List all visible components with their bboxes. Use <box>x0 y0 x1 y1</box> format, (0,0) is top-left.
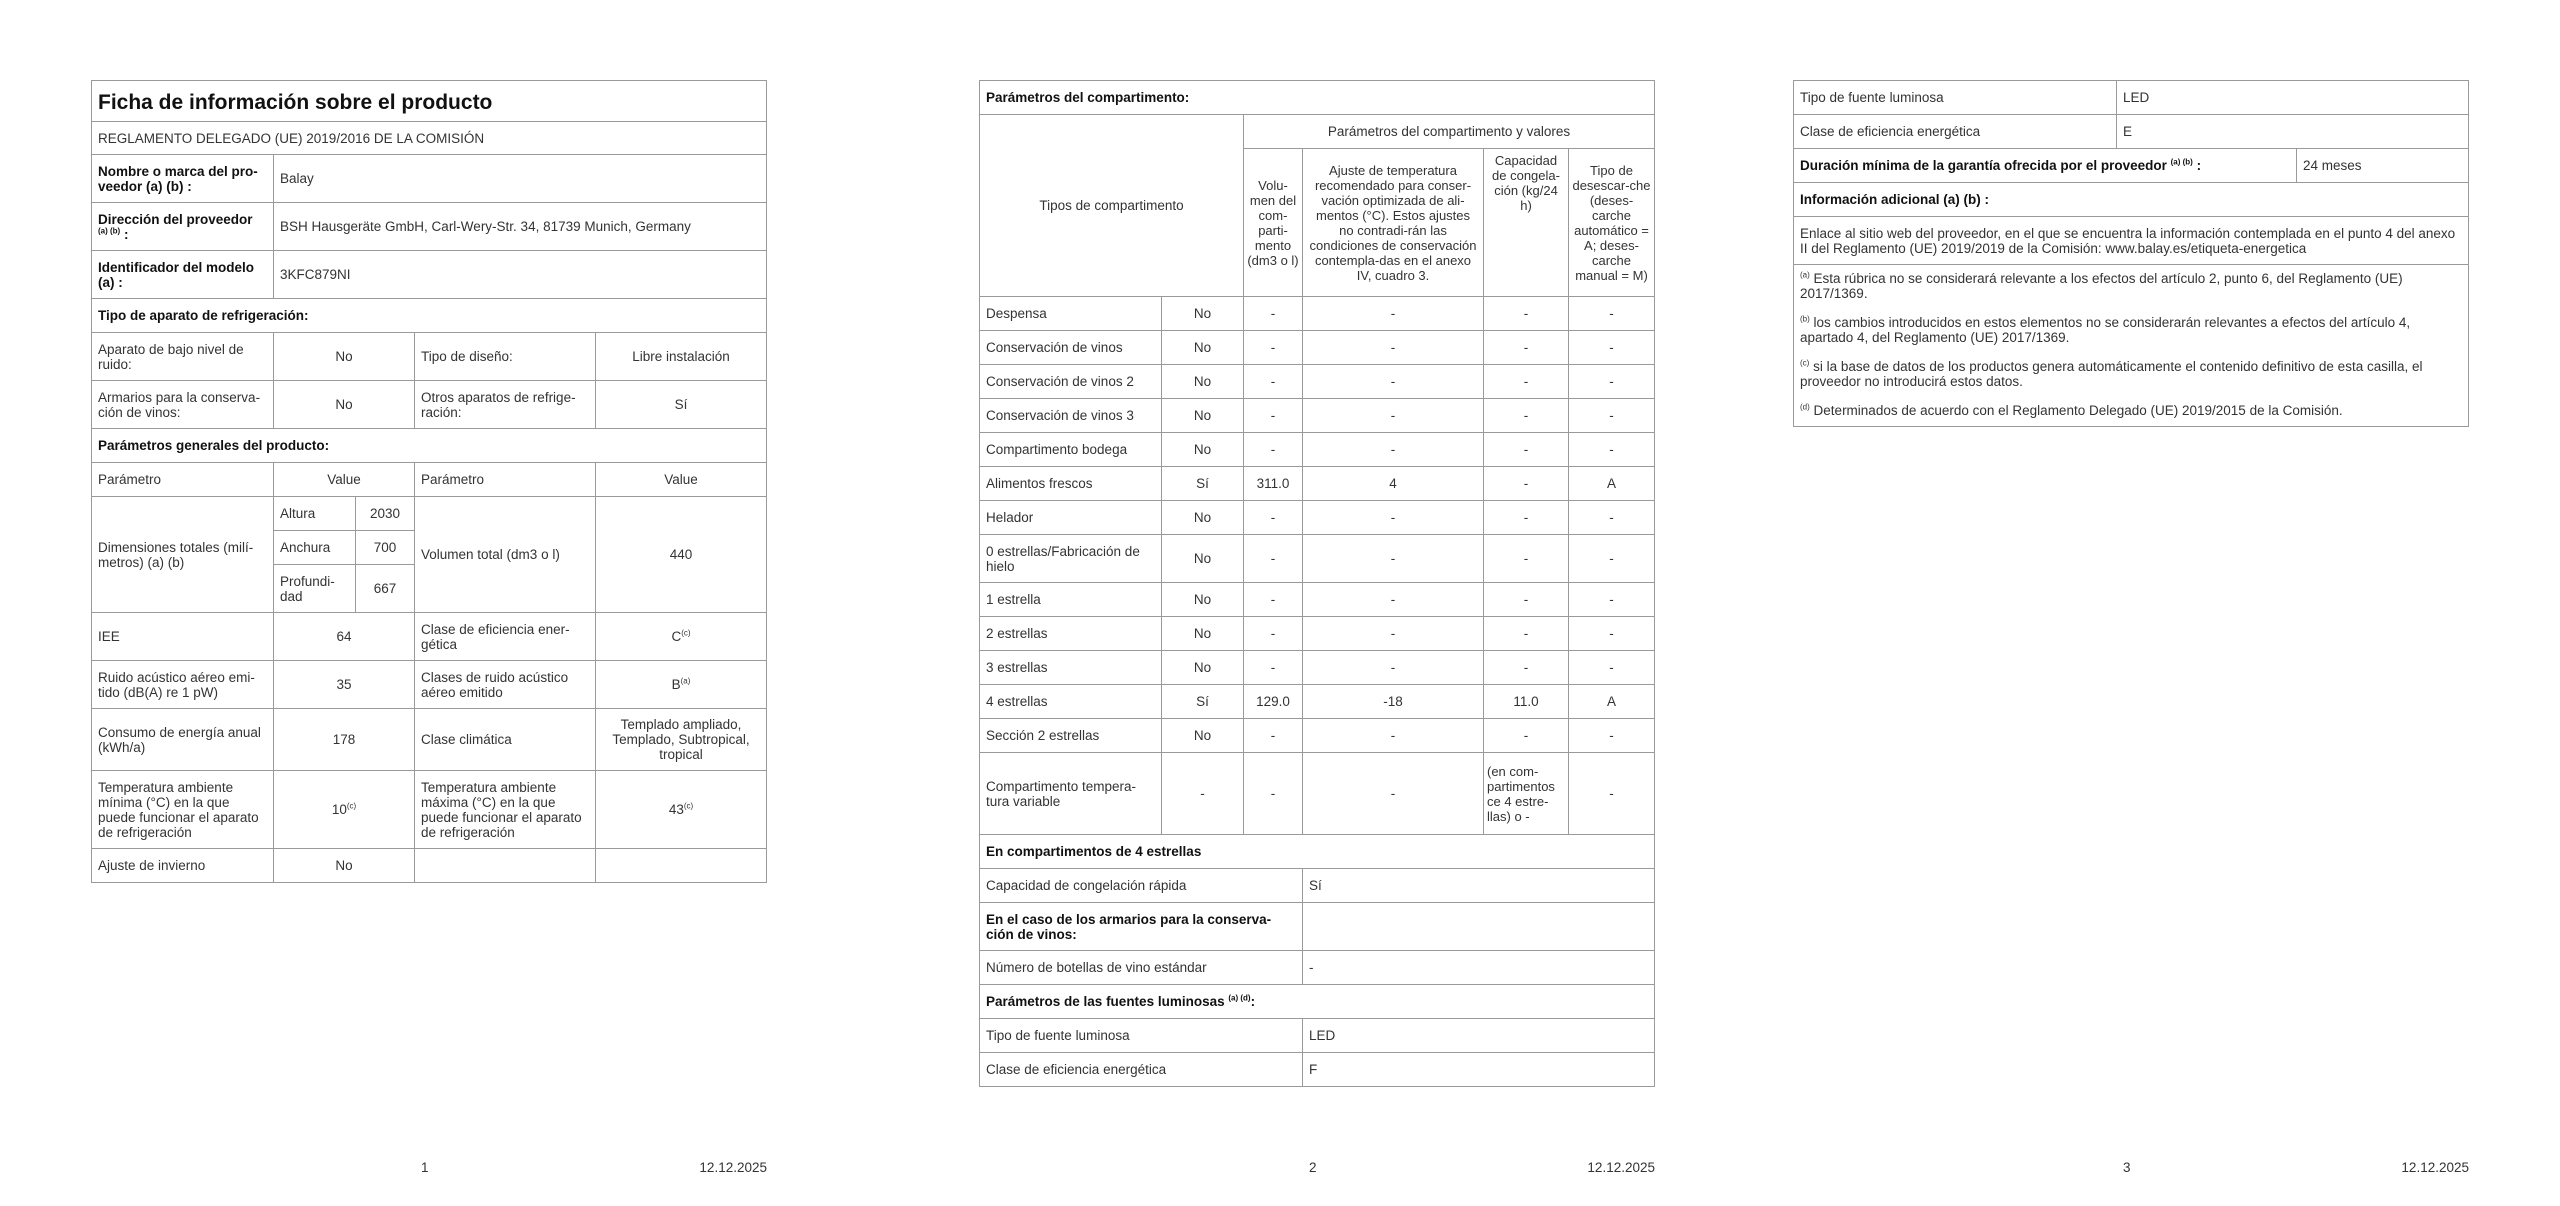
winter-label: Ajuste de invierno <box>92 849 274 883</box>
compartment-name: Conservación de vinos 3 <box>980 399 1162 433</box>
compartment-volume: 129.0 <box>1244 685 1303 719</box>
compartment-defrost: - <box>1569 753 1655 835</box>
compartment-row <box>980 365 1655 399</box>
compartment-defrost: A <box>1569 467 1655 501</box>
light-class-label: Clase de eficiencia energética <box>980 1053 1303 1087</box>
compartment-defrost: - <box>1569 297 1655 331</box>
group-header: Parámetros del compartimento y valores <box>1244 115 1655 149</box>
compartment-volume: - <box>1244 365 1303 399</box>
total-volume-label: Volumen total (dm3 o l) <box>415 497 596 613</box>
light-type-label: Tipo de fuente luminosa <box>980 1019 1303 1053</box>
noise-value: 35 <box>274 661 415 709</box>
compartment-temp: - <box>1303 297 1484 331</box>
energy-class-value: $C^{(c)}$ <box>596 613 767 661</box>
compartment-types-header: Tipos de compartimento <box>980 115 1244 297</box>
compartment-volume: - <box>1244 535 1303 583</box>
wine-heading: En el caso de los armarios para la conserva-ción de vinos: <box>980 903 1303 951</box>
compartment-temp: - <box>1303 535 1484 583</box>
compartment-name: Compartimento tempera-tura variable <box>980 753 1162 835</box>
climate-class-value: Templado ampliado, Templado, Subtropical, tropical <box>596 709 767 771</box>
width-label: Anchura <box>274 531 356 565</box>
compartment-volume: - <box>1244 651 1303 685</box>
compartment-freezing: - <box>1484 467 1569 501</box>
compartment-row <box>980 685 1655 719</box>
compartment-temp: - <box>1303 399 1484 433</box>
compartment-freezing: - <box>1484 617 1569 651</box>
energy-class-label: Clase de eficiencia ener-gética <box>415 613 596 661</box>
compartment-temp: - <box>1303 501 1484 535</box>
height-label: Altura <box>274 497 356 531</box>
compartment-freezing: - <box>1484 433 1569 467</box>
depth-value: 667 <box>356 565 415 613</box>
compartment-volume: - <box>1244 753 1303 835</box>
model-id-value: 3KFC879NI <box>274 251 767 299</box>
col-volume-header: Volu-men del com-parti-mento (dm3 o l) <box>1244 149 1303 297</box>
max-temp-value: 43$^{(c)}$ <box>596 771 767 849</box>
appliance-type-heading: Tipo de aparato de refrigeración: <box>92 299 767 333</box>
other-appliance-value: Sí <box>596 381 767 429</box>
empty-cell <box>415 849 596 883</box>
compartment-present: No <box>1162 331 1244 365</box>
supplier-address-label: Dirección del proveedor $^{(a) (b)}$ : <box>92 203 274 251</box>
compartment-present: No <box>1162 433 1244 467</box>
compartment-freezing: - <box>1484 331 1569 365</box>
compartment-row <box>980 501 1655 535</box>
compartment-volume: - <box>1244 719 1303 753</box>
page-number: 1 <box>421 1160 429 1175</box>
light-type-label: Tipo de fuente luminosa <box>1794 81 2117 115</box>
page-title: Ficha de información sobre el producto <box>92 81 767 122</box>
footer-date: 12.12.2025 <box>699 1160 767 1175</box>
compartment-name: Sección 2 estrellas <box>980 719 1162 753</box>
eei-label: IEE <box>92 613 274 661</box>
light-heading: Parámetros de las fuentes luminosas $^{(a) (d)}$: <box>980 985 1655 1019</box>
col-value-header: Value <box>596 463 767 497</box>
page-number: 3 <box>2123 1160 2131 1175</box>
compartment-row <box>980 297 1655 331</box>
compartment-volume: - <box>1244 297 1303 331</box>
depth-label: Profundi-dad <box>274 565 356 613</box>
col-defrost-header: Tipo de desescar-che (deses-carche automático = A; deses-carche manual = M) <box>1569 149 1655 297</box>
additional-heading: Información adicional (a) (b) : <box>1794 183 2469 217</box>
compartment-temp: - <box>1303 651 1484 685</box>
page-2 <box>979 80 1655 1087</box>
compartment-present: No <box>1162 399 1244 433</box>
product-info-table <box>91 80 767 883</box>
compartment-name: Alimentos frescos <box>980 467 1162 501</box>
noise-label: Ruido acústico aéreo emi-tido (dB(A) re 1 pW) <box>92 661 274 709</box>
page-1 <box>91 80 767 883</box>
width-value: 700 <box>356 531 415 565</box>
compartment-row <box>980 617 1655 651</box>
compartment-row <box>980 719 1655 753</box>
supplier-address-value: BSH Hausgeräte GmbH, Carl-Wery-Str. 34, 81739 Munich, Germany <box>274 203 767 251</box>
compartment-present: Sí <box>1162 685 1244 719</box>
compartment-volume: - <box>1244 433 1303 467</box>
footnote-b: $^{(b)}$ los cambios introducidos en estos elementos no se considerarán relevantes a efectos del artículo 4, apartado 4, del Reglamento (UE) 2017/1369. <box>1800 314 2411 345</box>
compartment-present: No <box>1162 297 1244 331</box>
light-type-value: LED <box>1303 1019 1655 1053</box>
noise-class-label: Clases de ruido acústico aéreo emitido <box>415 661 596 709</box>
dimensions-label: Dimensiones totales (milí-metros) (a) (b) <box>92 497 274 613</box>
compartment-temp: - <box>1303 753 1484 835</box>
compartment-defrost: - <box>1569 617 1655 651</box>
compartment-name: 4 estrellas <box>980 685 1162 719</box>
compartment-present: No <box>1162 583 1244 617</box>
general-params-heading: Parámetros generales del producto: <box>92 429 767 463</box>
compartment-row <box>980 399 1655 433</box>
compartment-temp: - <box>1303 583 1484 617</box>
low-noise-value: No <box>274 333 415 381</box>
compartment-name: 0 estrellas/Fabricación de hielo <box>980 535 1162 583</box>
compartment-name: Conservación de vinos <box>980 331 1162 365</box>
compartment-name: Conservación de vinos 2 <box>980 365 1162 399</box>
footer-date: 12.12.2025 <box>1587 1160 1655 1175</box>
compartment-freezing: - <box>1484 365 1569 399</box>
bottles-value: - <box>1303 951 1655 985</box>
compartment-freezing: - <box>1484 651 1569 685</box>
light-class-value: F <box>1303 1053 1655 1087</box>
compartment-row <box>980 433 1655 467</box>
max-temp-label: Temperatura ambiente máxima (°C) en la que puede funcionar el aparato de refrigeración <box>415 771 596 849</box>
col-temp-header: Ajuste de temperatura recomendado para conser-vación optimizada de ali-mentos (°C). Estos ajustes no contradi-rán las condiciones de conservación contempla-das en el anexo IV, cuadro 3. <box>1303 149 1484 297</box>
compartment-volume: - <box>1244 331 1303 365</box>
compartment-freezing: (en com-partimentos ce 4 estre-llas) o - <box>1484 753 1569 835</box>
eei-value: 64 <box>274 613 415 661</box>
compartment-volume: - <box>1244 617 1303 651</box>
compartment-defrost: A <box>1569 685 1655 719</box>
compartment-volume: - <box>1244 501 1303 535</box>
compartment-row <box>980 583 1655 617</box>
compartment-defrost: - <box>1569 535 1655 583</box>
other-appliance-label: Otros aparatos de refrige-ración: <box>415 381 596 429</box>
design-type-label: Tipo de diseño: <box>415 333 596 381</box>
compartment-freezing: - <box>1484 501 1569 535</box>
compartment-present: No <box>1162 651 1244 685</box>
height-value: 2030 <box>356 497 415 531</box>
col-value-header: Value <box>274 463 415 497</box>
compartment-freezing: - <box>1484 583 1569 617</box>
wine-storage-label: Armarios para la conserva-ción de vinos: <box>92 381 274 429</box>
compartment-name: 1 estrella <box>980 583 1162 617</box>
min-temp-value: 10$^{(c)}$ <box>274 771 415 849</box>
compartment-defrost: - <box>1569 651 1655 685</box>
design-type-value: Libre instalación <box>596 333 767 381</box>
compartment-defrost: - <box>1569 399 1655 433</box>
compartment-row <box>980 753 1655 835</box>
compartment-freezing: - <box>1484 297 1569 331</box>
page-number: 2 <box>1309 1160 1317 1175</box>
low-noise-label: Aparato de bajo nivel de ruido: <box>92 333 274 381</box>
footnotes <box>1794 265 2469 427</box>
compartment-volume: 311.0 <box>1244 467 1303 501</box>
footer-date: 12.12.2025 <box>2401 1160 2469 1175</box>
model-id-label: Identificador del modelo (a) : <box>92 251 274 299</box>
compartment-present: - <box>1162 753 1244 835</box>
compartment-name: Compartimento bodega <box>980 433 1162 467</box>
compartment-defrost: - <box>1569 501 1655 535</box>
compartment-defrost: - <box>1569 331 1655 365</box>
compartment-freezing: - <box>1484 399 1569 433</box>
compartment-freezing: 11.0 <box>1484 685 1569 719</box>
compartment-row <box>980 331 1655 365</box>
fast-freeze-value: Sí <box>1303 869 1655 903</box>
footnote-d: $^{(d)}$ Determinados de acuerdo con el Reglamento Delegado (UE) 2019/2015 de la Comisión. <box>1800 402 2343 418</box>
page-3 <box>1793 80 2469 427</box>
climate-class-label: Clase climática <box>415 709 596 771</box>
compartment-table <box>979 80 1655 1087</box>
bottles-label: Número de botellas de vino estándar <box>980 951 1303 985</box>
compartment-defrost: - <box>1569 433 1655 467</box>
compartment-defrost: - <box>1569 719 1655 753</box>
compartment-present: No <box>1162 365 1244 399</box>
compartment-temp: - <box>1303 433 1484 467</box>
compartment-rows <box>980 297 1655 835</box>
wine-storage-value: No <box>274 381 415 429</box>
compartment-freezing: - <box>1484 719 1569 753</box>
compartment-present: No <box>1162 617 1244 651</box>
four-star-heading: En compartimentos de 4 estrellas <box>980 835 1655 869</box>
compartment-present: Sí <box>1162 467 1244 501</box>
energy-class-value: E <box>2117 115 2469 149</box>
compartment-name: 2 estrellas <box>980 617 1162 651</box>
winter-value: No <box>274 849 415 883</box>
fast-freeze-label: Capacidad de congelación rápida <box>980 869 1303 903</box>
empty-cell <box>1303 903 1655 951</box>
compartment-temp: - <box>1303 719 1484 753</box>
compartment-defrost: - <box>1569 583 1655 617</box>
compartment-volume: - <box>1244 583 1303 617</box>
compartment-present: No <box>1162 719 1244 753</box>
compartment-name: Helador <box>980 501 1162 535</box>
compartment-temp: - <box>1303 365 1484 399</box>
light-type-value: LED <box>2117 81 2469 115</box>
compartment-temp: -18 <box>1303 685 1484 719</box>
energy-consumption-value: 178 <box>274 709 415 771</box>
compartment-name: 3 estrellas <box>980 651 1162 685</box>
footnote-a: $^{(a)}$ Esta rúbrica no se considerará relevante a los efectos del artículo 2, punto 6, del Reglamento (UE) 2017/1369. <box>1800 270 2403 301</box>
footnote-c: $^{(c)}$ si la base de datos de los productos genera automáticamente el contenido definitivo de esta casilla, el proveedor no introducirá estos datos. <box>1800 358 2423 389</box>
total-volume-value: 440 <box>596 497 767 613</box>
regulation-text: REGLAMENTO DELEGADO (UE) 2019/2016 DE LA COMISIÓN <box>92 122 767 155</box>
supplier-name-value: Balay <box>274 155 767 203</box>
energy-class-label: Clase de eficiencia energética <box>1794 115 2117 149</box>
compartment-defrost: - <box>1569 365 1655 399</box>
compartment-freezing: - <box>1484 535 1569 583</box>
compartment-temp: - <box>1303 617 1484 651</box>
compartment-temp: - <box>1303 331 1484 365</box>
compartment-row <box>980 535 1655 583</box>
col-param-header: Parámetro <box>92 463 274 497</box>
supplier-link-text: Enlace al sitio web del proveedor, en el que se encuentra la información contemplada en el punto 4 del anexo II del Reglamento (UE) 2019/2019 de la Comisión: www.balay.es/etiqueta-energetica <box>1794 217 2469 265</box>
compartment-present: No <box>1162 535 1244 583</box>
col-param-header: Parámetro <box>415 463 596 497</box>
compartment-name: Despensa <box>980 297 1162 331</box>
col-freezing-header: Capacidad de congela-ción (kg/24 h) <box>1484 149 1569 297</box>
warranty-value: 24 meses <box>2297 149 2469 183</box>
warranty-label: Duración mínima de la garantía ofrecida por el proveedor $^{(a) (b)}$ : <box>1794 149 2297 183</box>
compartment-volume: - <box>1244 399 1303 433</box>
compartment-heading: Parámetros del compartimento: <box>980 81 1655 115</box>
compartment-row <box>980 467 1655 501</box>
min-temp-label: Temperatura ambiente mínima (°C) en la que puede funcionar el aparato de refrigeración <box>92 771 274 849</box>
compartment-row <box>980 651 1655 685</box>
supplier-name-label: Nombre o marca del pro-veedor (a) (b) : <box>92 155 274 203</box>
noise-class-value: $B^{(a)}$ <box>596 661 767 709</box>
empty-cell <box>596 849 767 883</box>
compartment-present: No <box>1162 501 1244 535</box>
additional-info-table <box>1793 80 2469 427</box>
energy-consumption-label: Consumo de energía anual (kWh/a) <box>92 709 274 771</box>
compartment-temp: 4 <box>1303 467 1484 501</box>
